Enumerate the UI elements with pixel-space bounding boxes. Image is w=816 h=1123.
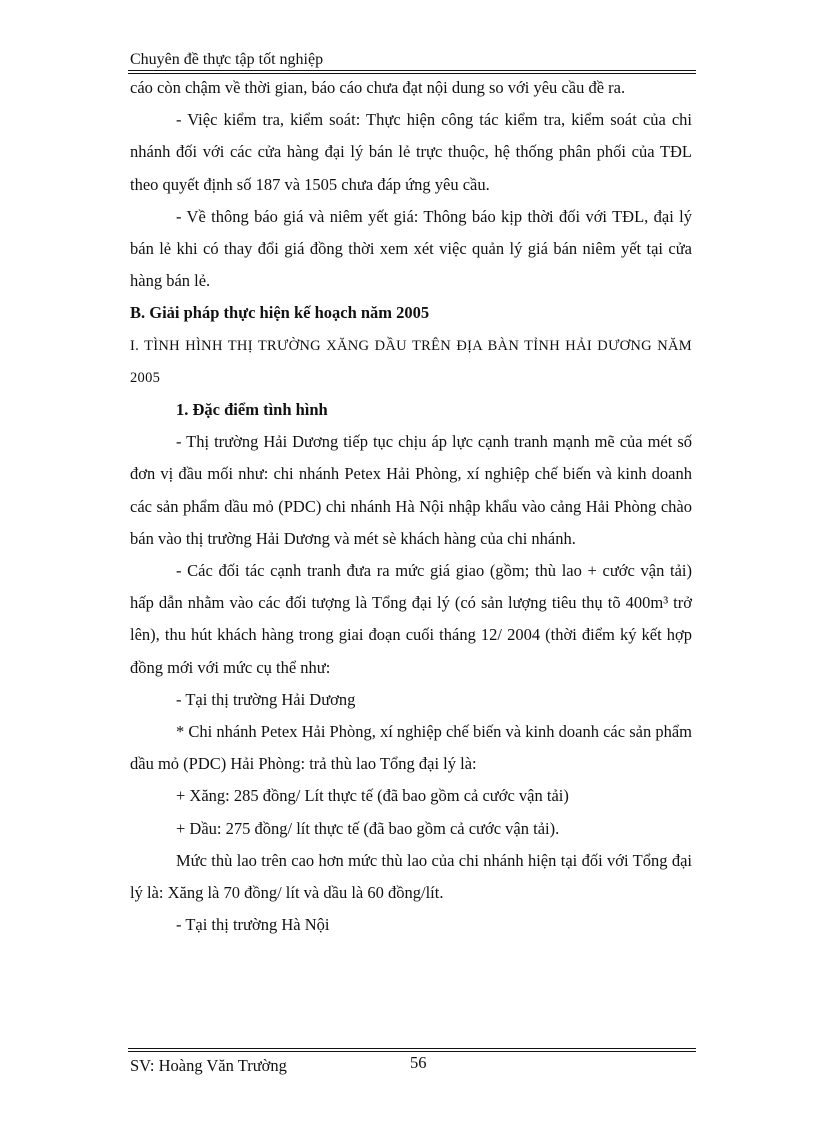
section-heading-i: I. TÌNH HÌNH THỊ TRƯỜNG XĂNG DẦU TRÊN ĐỊA BÀN TỈNH HẢI DƯƠNG NĂM 2005 bbox=[130, 337, 692, 386]
page-number: 56 bbox=[410, 1053, 427, 1072]
paragraph-continuation: cáo còn chậm về thời gian, báo cáo chưa đạt nội dung so với yêu cầu đề ra. bbox=[130, 78, 626, 97]
paragraph-price-notice: - Về thông báo giá và niêm yết giá: Thông báo kịp thời đối với TĐL, đại lý bán lẻ khi có thay đổi giá đồng thời xem xét việc quản lý giá bán niêm yết tại cửa hàng bán lẻ. bbox=[130, 206, 692, 291]
paragraph-ha-noi-market: - Tại thị trường Hà Nội bbox=[176, 915, 330, 935]
paragraph-fee-comparison: Mức thù lao trên cao hơn mức thù lao của chi nhánh hiện tại đối với Tổng đại lý là: Xăng là 70 đồng/ lít và dầu là 60 đồng/lít. bbox=[130, 850, 692, 903]
paragraph-gasoline-fee: + Xăng: 285 đồng/ Lít thực tế (đã bao gồm cả cước vận tải) bbox=[176, 786, 569, 806]
paragraph-inspection: - Việc kiểm tra, kiểm soát: Thực hiện công tác kiểm tra, kiểm soát của chi nhánh đối với các cửa hàng đại lý bán lẻ trực thuộc, hệ thống phân phối của TĐL theo quyết định số 187 và 1505 chưa đáp ứng yêu cầu. bbox=[130, 110, 692, 194]
paragraph-oil-fee: + Dầu: 275 đồng/ lít thực tế (đã bao gồm cả cước vận tải). bbox=[176, 818, 560, 838]
footer-student-name: SV: Hoàng Văn Trường bbox=[130, 1056, 287, 1075]
paragraph-competitors: - Các đối tác cạnh tranh đưa ra mức giá giao (gồm; thù lao + cước vận tải) hấp dẫn nhằm vào các đối tượng là Tổng đại lý (có sản lượng tiêu thụ tõ 400m³ trở lên), thu hút khách hàng trong giai đoạn cuối tháng 12/ 2004 (thời điểm ký kết hợp đồng mới với mức cụ thể như: bbox=[130, 561, 692, 677]
paragraph-petex: * Chi nhánh Petex Hải Phòng, xí nghiệp chế biến và kinh doanh các sản phẩm dầu mỏ (PDC) Hải Phòng: trả thù lao Tổng đại lý là: bbox=[130, 722, 692, 774]
paragraph-market-pressure: - Thị trường Hải Dương tiếp tục chịu áp lực cạnh tranh mạnh mẽ của mét số đơn vị đầu mối như: chi nhánh Petex Hải Phòng, xí nghiệp chế biến và kinh doanh các sản phẩm dầu mỏ (PDC) chi nhánh Hà Nội nhập khẩu vào cảng Hải Phòng chào bán vào thị trường Hải Dương và mét sè khách hàng của chi nhánh. bbox=[130, 432, 692, 548]
section-heading-b: B. Giải pháp thực hiện kế hoạch năm 2005 bbox=[130, 303, 430, 323]
footer-divider bbox=[128, 1048, 696, 1052]
page-header: Chuyên đề thực tập tốt nghiệp bbox=[130, 51, 324, 68]
document-body bbox=[130, 72, 692, 941]
sub-heading-1: 1. Đặc điểm tình hình bbox=[176, 400, 328, 420]
paragraph-hai-duong-market: - Tại thị trường Hải Dương bbox=[176, 689, 356, 709]
